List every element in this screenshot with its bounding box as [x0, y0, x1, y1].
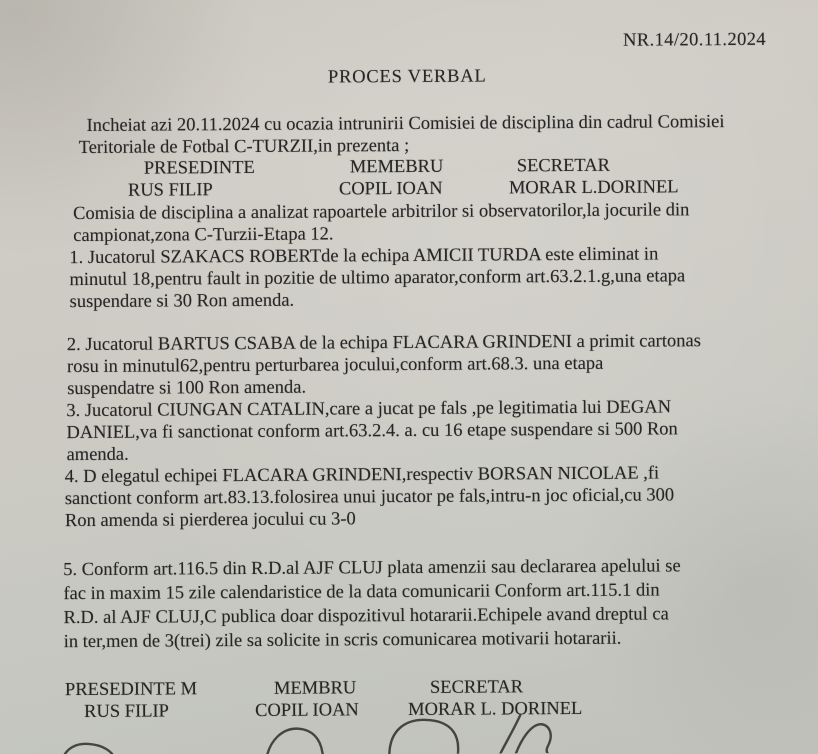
header-role-membru: MEMEBRU [349, 156, 444, 178]
paragraph-item-5: 5. Conform art.116.5 din R.D.al AJF CLUJ plata amenzii sau declararea apelului se fac in maxim 15 zile calendaristice de la data comunicarii Conform art.115.1 din R.D. al AJF CLUJ,C publica doar dispozitivul hotararii.Echipele avand dreptul ca in ter,men de 3(trei) zile sa solicite in scris comunicarea motivarii hotararii. [63, 556, 681, 653]
paragraph-committee-analysis: Comisia de disciplina a analizat rapoartele arbitrilor si observatorilor,la jocurile din campionat,zona C-Turzii-Etapa 12. [73, 200, 690, 247]
copil-ioan-signature [266, 728, 323, 754]
header-name-morar-dorinel: MORAR L.DORINEL [508, 177, 679, 199]
footer-name-morar-dorinel: MORAR L. DORINEL [408, 698, 583, 721]
footer-role-presedinte: PRESEDINTE M [64, 679, 198, 701]
header-name-copil-ioan: COPIL IOAN [338, 178, 443, 200]
paragraph-item-3: 3. Jucatorul CIUNGAN CATALIN,care a jucat pe fals ,pe legitimatia lui DEGAN DANIEL,va fi sanctionat conform art.63.2.4. a. cu 16 etape suspendare si 500 Ron amenda. [66, 397, 678, 466]
paragraph-item-2: 2. Jucatorul BARTUS CSABA de la echipa FLACARA GRINDENI a primit cartonas rosu in minutul62,pentru perturbarea jocului,conform art.68.3. una etapa suspendatre si 100 Ron amenda. [66, 331, 701, 400]
header-name-rus-filip: RUS FILIP [127, 180, 213, 201]
header-role-presedinte: PRESEDINTE [143, 157, 255, 179]
footer-role-secretar: SECRETAR [429, 677, 524, 698]
document-title: PROCES VERBAL [327, 66, 487, 88]
footer-name-copil-ioan: COPIL IOAN [255, 700, 359, 721]
document-ref-number: NR.14/20.11.2024 [623, 29, 767, 51]
footer-name-rus-filip: RUS FILIP [84, 701, 170, 722]
header-role-secretar: SECRETAR [516, 155, 610, 177]
rus-filip-signature [62, 744, 115, 754]
footer-role-membru: MEMBRU [273, 678, 357, 699]
intro-paragraph: Incheiat azi 20.11.2024 cu ocazia intrunirii Comisiei de disciplina din cadrul Comisiei Teritoriale de Fotbal C-TURZII,in prezenta ; [78, 112, 725, 159]
officials-header [0, 155, 817, 204]
officials-footer [2, 675, 818, 724]
paragraph-item-1: 1. Jucatorul SZAKACS ROBERTde la echipa AMICII TURDA este eliminat in minutul 18,pentru fault in pozitie de ultimo aparator,conform art.63.2.1.g,una etapa suspendare si 30 Ron amenda. [69, 244, 686, 313]
paragraph-item-4: 4. D elegatul echipei FLACARA GRINDENI,respectiv BORSAN NICOLAE ,fi sanctiont conform art.83.13.folosirea unui jucator pe fals,intru-n joc oficial,cu 300 Ron amenda si pierderea jocului cu 3-0 [64, 463, 675, 532]
